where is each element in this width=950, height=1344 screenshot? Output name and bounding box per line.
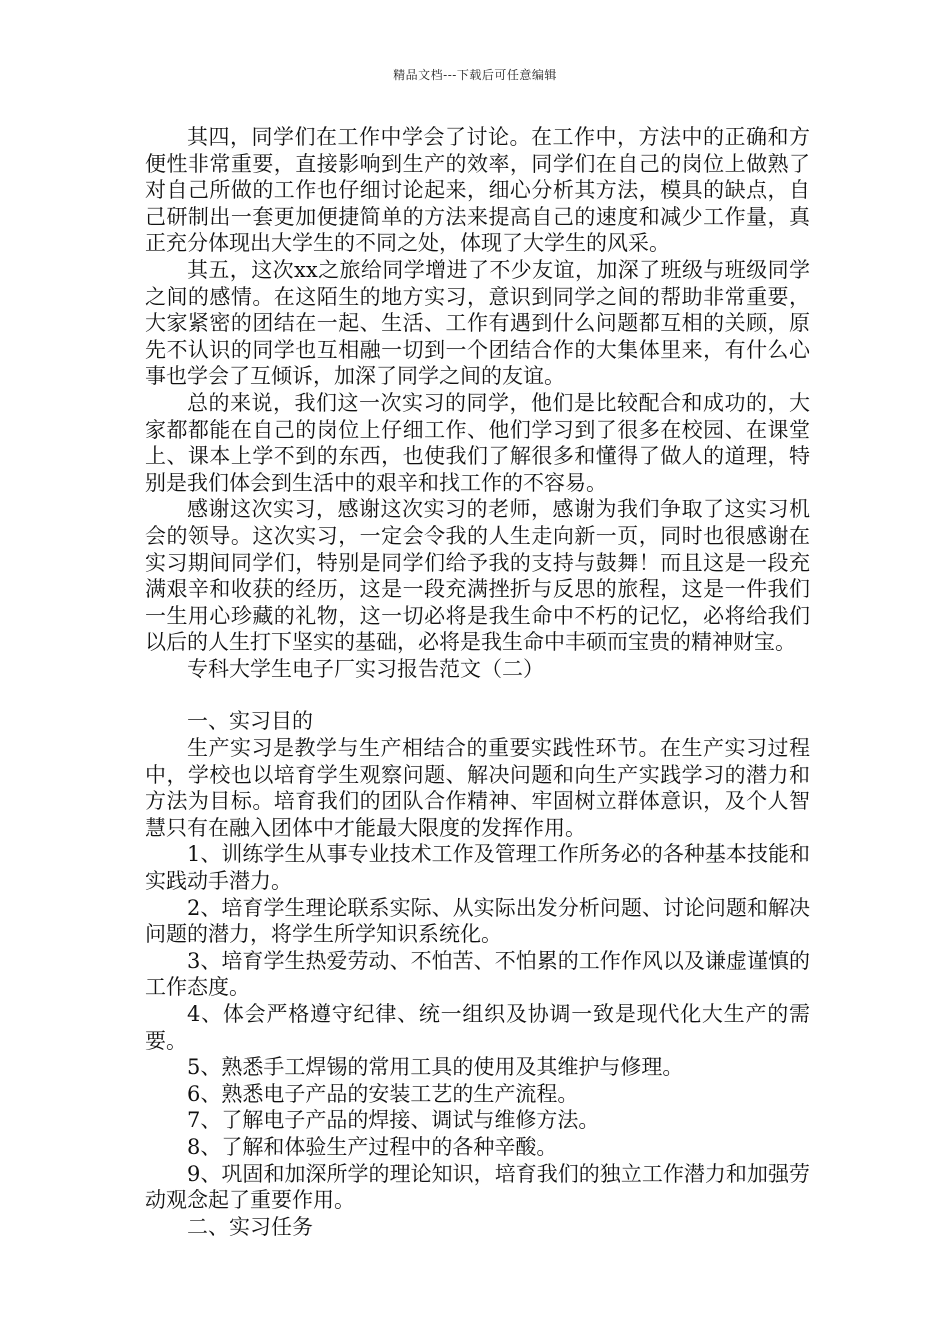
list-item-purpose: 2、培育学生理论联系实际、从实际出发分析问题、讨论问题和解决问题的潜力，将学生所学知识系统化。 (145, 895, 810, 947)
section-heading-purpose: 一、实习目的 (187, 709, 313, 734)
section-heading-tasks: 二、实习任务 (187, 1214, 313, 1239)
list-item-purpose: 6、熟悉电子产品的安装工艺的生产流程。 (187, 1081, 579, 1106)
list-item-purpose: 5、熟悉手工焊锡的常用工具的使用及其维护与修理。 (187, 1055, 684, 1080)
paragraph-point-five: 其五，这次xx之旅给同学增进了不少友谊，加深了班级与班级同学之间的感情。在这陌生的地方实习，意识到同学之间的帮助非常重要，大家紧密的团结在一起、生活、工作有遇到什么问题都互相的关顾，原先不认识的同学也互相融一切到一个团结合作的大集体里来，有什么心事也学会了互倾诉，加深了同学之间的友谊。 (145, 257, 810, 389)
paragraph-purpose-intro: 生产实习是教学与生产相结合的重要实践性环节。在生产实习过程中，学校也以培育学生观察问题、解决问题和向生产实践学习的潜力和方法为目标。培育我们的团队合作精神、牢固树立群体意识，及个人智慧只有在融入团体中才能最大限度的发挥作用。 (145, 736, 810, 840)
list-item-purpose: 7、了解电子产品的焊接、调试与维修方法。 (187, 1108, 600, 1133)
report-title: 专科大学生电子厂实习报告范文（二） (187, 656, 544, 681)
document-body (145, 124, 810, 1240)
list-item-purpose: 4、体会严格遵守纪律、统一组织及协调一致是现代化大生产的需要。 (145, 1002, 810, 1053)
page-header: 精品文档---下载后可任意编辑 (393, 68, 557, 82)
list-item-purpose: 9、巩固和加深所学的理论知识，培育我们的独立工作潜力和加强劳动观念起了重要作用。 (145, 1161, 810, 1213)
list-item-purpose: 8、了解和体验生产过程中的各种辛酸。 (187, 1134, 558, 1159)
paragraph-summary: 总的来说，我们这一次实习的同学，他们是比较配合和成功的，大家都都能在自己的岗位上仔细工作、他们学习到了很多在校园、在课堂上、课本上学不到的东西，也使我们了解很多和懂得了做人的道理，特别是我们体会到生活中的艰辛和找工作的不容易。 (145, 390, 810, 495)
list-item-purpose: 3、培育学生热爱劳动、不怕苦、不怕累的工作作风以及谦虚谨慎的工作态度。 (145, 948, 810, 1000)
paragraph-point-four: 其四，同学们在工作中学会了讨论。在工作中，方法中的正确和方便性非常重要，直接影响到生产的效率，同学们在自己的岗位上做熟了对自己所做的工作也仔细讨论起来，细心分析其方法，模具的缺点，自己研制出一套更加便捷简单的方法来提高自己的速度和减少工作量，真正充分体现出大学生的不同之处，体现了大学生的风采。 (145, 125, 810, 256)
paragraph-thanks: 感谢这次实习，感谢这次实习的老师，感谢为我们争取了这实习机会的领导。这次实习，一定会令我的人生走向新一页，同时也很感谢在实习期间同学们，特别是同学们给予我的支持与鼓舞！而且这是一段充满艰辛和收获的经历，这是一段充满挫折与反思的旅程，这是一件我们一生用心珍藏的礼物，这一切必将是我生命中不朽的记忆，必将给我们以后的人生打下坚实的基础，必将是我生命中丰硕而宝贵的精神财宝。 (145, 497, 810, 655)
list-item-purpose: 1、训练学生从事专业技术工作及管理工作所务必的各种基本技能和实践动手潜力。 (145, 842, 810, 894)
